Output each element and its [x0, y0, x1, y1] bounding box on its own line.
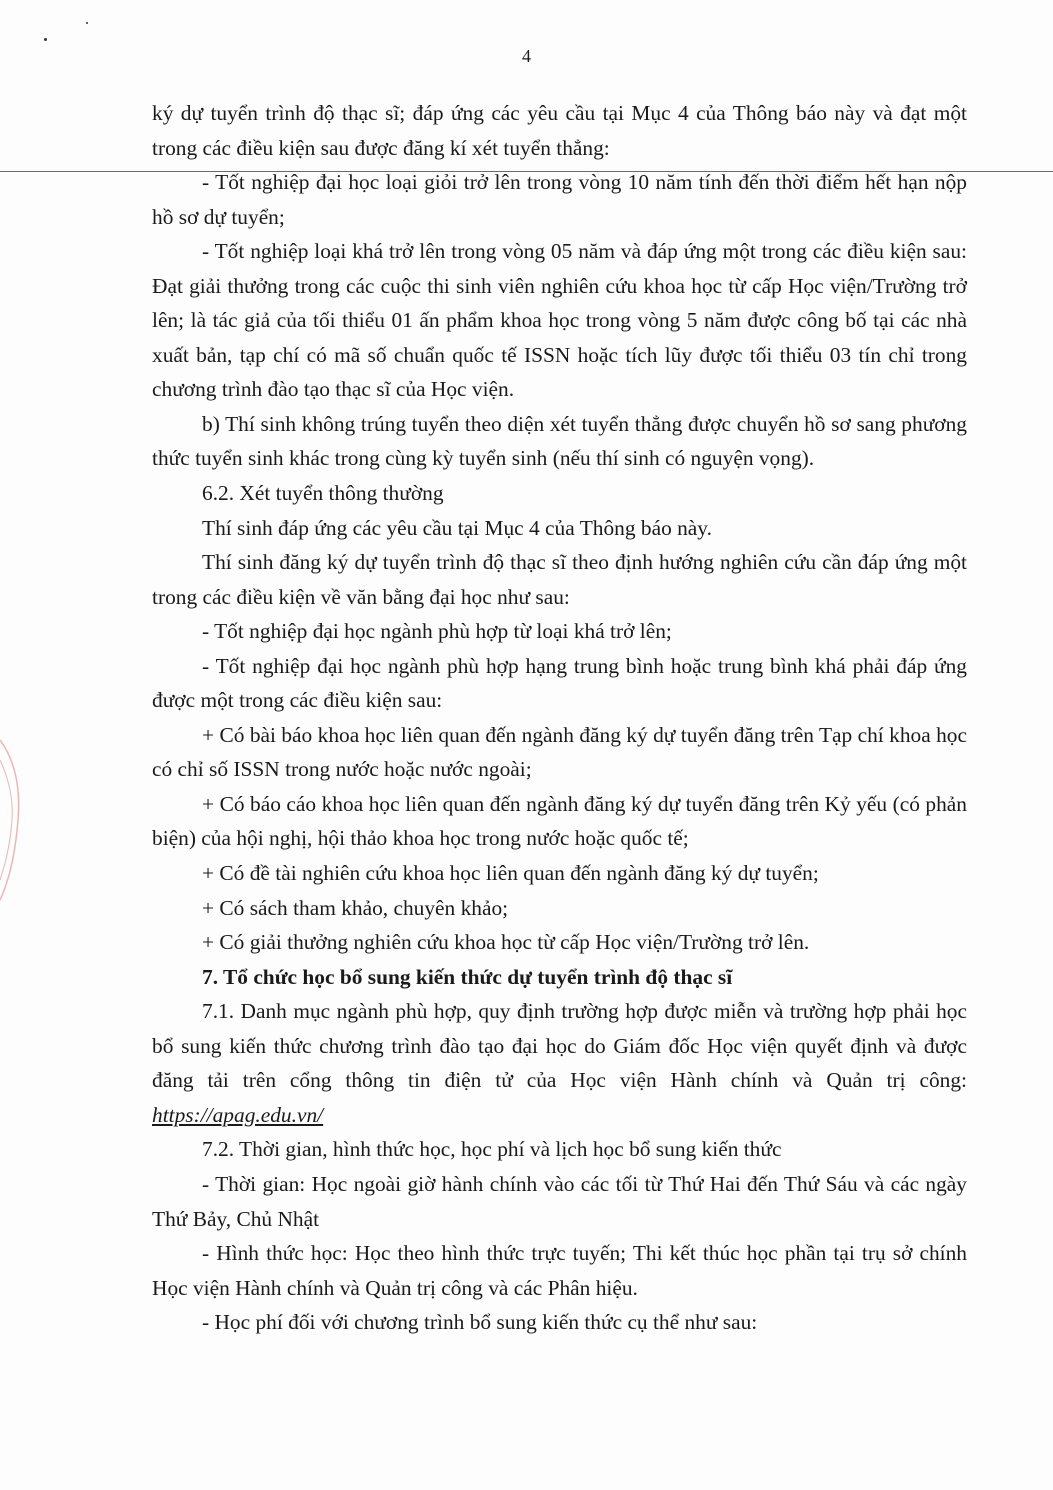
paragraph: + Có bài báo khoa học liên quan đến ngành đăng ký dự tuyển đăng trên Tạp chí khoa học có chỉ số ISSN trong nước hoặc nước ngoài; — [152, 722, 967, 782]
paragraph: - Tốt nghiệp đại học ngành phù hợp từ loại khá trở lên; — [202, 619, 672, 644]
page-number: 4 — [522, 46, 531, 66]
paragraph: + Có giải thưởng nghiên cứu khoa học từ cấp Học viện/Trường trở lên. — [202, 930, 810, 955]
paragraph-text: 7.1. Danh mục ngành phù hợp, quy định trường hợp được miễn và trường hợp phải học bổ sung kiến thức chương trình đào tạo đại học do Giám đốc Học viện quyết định và được đăng tải trên cổng thông tin điện tử của Học viện Hành chính và Quản trị công: — [152, 999, 967, 1093]
scan-speck — [44, 38, 47, 41]
document-body — [152, 96, 967, 1340]
paragraph: - Hình thức học: Học theo hình thức trực tuyến; Thi kết thúc học phần tại trụ sở chính Học viện Hành chính và Quản trị công và các Phân hiệu. — [152, 1241, 967, 1300]
paragraph: - Tốt nghiệp đại học ngành phù hợp hạng trung bình hoặc trung bình khá phải đáp ứng được một trong các điều kiện sau: — [152, 653, 967, 713]
paragraph: - Tốt nghiệp đại học loại giỏi trở lên trong vòng 10 năm tính đến thời điểm hết hạn nộp hồ sơ dự tuyển; — [152, 170, 967, 229]
paragraph: + Có báo cáo khoa học liên quan đến ngành đăng ký dự tuyển đăng trên Kỷ yếu (có phản biện) của hội nghị, hội thảo khoa học trong nước hoặc quốc tế; — [152, 791, 967, 851]
paragraph: Thí sinh đáp ứng các yêu cầu tại Mục 4 của Thông báo này. — [202, 515, 712, 540]
apag-website-link[interactable]: https://apag.edu.vn/ — [152, 1102, 324, 1127]
paragraph: + Có sách tham khảo, chuyên khảo; — [202, 895, 509, 920]
stamp-fragment-icon — [0, 730, 30, 910]
paragraph: - Tốt nghiệp loại khá trở lên trong vòng 05 năm và đáp ứng một trong các điều kiện sau: Đạt giải thưởng trong các cuộc thi sinh viên nghiên cứu khoa học từ cấp Học viện/Trường trở lên; là tác giả của tối thiểu 01 ấn phẩm khoa học trong vòng 5 năm được công bố tại các nhà xuất bản, tạp chí có mã số chuẩn quốc tế ISSN hoặc tích lũy được tối thiểu 03 tín chỉ trong chương trình đào tạo thạc sĩ của Học viện. — [152, 239, 967, 402]
paragraph: ký dự tuyển trình độ thạc sĩ; đáp ứng các yêu cầu tại Mục 4 của Thông báo này và đạt một trong các điều kiện sau được đăng kí xét tuyển thẳng: — [152, 101, 967, 160]
paragraph-with-link — [152, 994, 967, 1132]
paragraph: + Có đề tài nghiên cứu khoa học liên quan đến ngành đăng ký dự tuyển; — [202, 861, 819, 886]
paragraph: - Học phí đối với chương trình bổ sung kiến thức cụ thể như sau: — [202, 1310, 758, 1335]
paragraph: - Thời gian: Học ngoài giờ hành chính vào các tối từ Thứ Hai đến Thứ Sáu và các ngày Thứ Bảy, Chủ Nhật — [152, 1171, 967, 1231]
scan-speck — [86, 22, 88, 24]
paragraph: Thí sinh đăng ký dự tuyển trình độ thạc sĩ theo định hướng nghiên cứu cần đáp ứng một trong các điều kiện về văn bằng đại học như sau: — [152, 550, 967, 609]
paragraph: b) Thí sinh không trúng tuyển theo diện xét tuyển thẳng được chuyển hồ sơ sang phương thức tuyển sinh khác trong cùng kỳ tuyển sinh (nếu thí sinh có nguyện vọng). — [152, 411, 967, 471]
section-heading-7: 7. Tổ chức học bổ sung kiến thức dự tuyển trình độ thạc sĩ — [202, 964, 733, 989]
section-heading-6-2: 6.2. Xét tuyển thông thường — [202, 481, 444, 506]
section-heading-7-2: 7.2. Thời gian, hình thức học, học phí và lịch học bổ sung kiến thức — [202, 1137, 782, 1162]
